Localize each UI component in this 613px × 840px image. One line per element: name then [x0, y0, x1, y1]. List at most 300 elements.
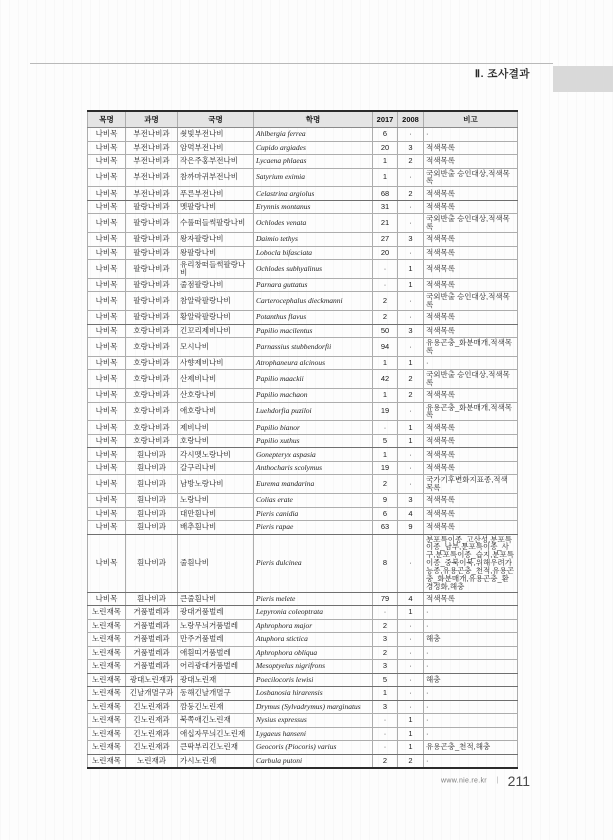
scientific-name-cell: Carbula putoni — [254, 754, 373, 768]
note-cell: 적색목록 — [424, 200, 518, 214]
order-cell: 나비목 — [88, 534, 126, 592]
family-cell: 흰나비과 — [126, 448, 178, 462]
note-cell: · — [424, 660, 518, 674]
scientific-name-cell: Geocoris (Piocoris) varius — [254, 741, 373, 755]
header-order: 목명 — [88, 111, 126, 128]
korean-name-cell: 각시멧노랑나비 — [178, 448, 254, 462]
korean-name-cell: 왕자팔랑나비 — [178, 233, 254, 247]
scientific-name-cell: Erynnis montanus — [254, 200, 373, 214]
order-cell: 나비목 — [88, 233, 126, 247]
count-2008-cell: · — [398, 311, 424, 325]
family-cell: 거품벌레과 — [126, 633, 178, 647]
table-row — [88, 338, 518, 357]
count-2017-cell: 6 — [373, 507, 398, 521]
note-cell: 적색목록 — [424, 448, 518, 462]
family-cell: 거품벌레과 — [126, 619, 178, 633]
table-row — [88, 200, 518, 214]
count-2008-cell: · — [398, 246, 424, 260]
note-cell: · — [424, 619, 518, 633]
count-2017-cell: · — [373, 278, 398, 292]
order-cell: 노린재목 — [88, 741, 126, 755]
header-2017: 2017 — [373, 111, 398, 128]
table-row — [88, 214, 518, 233]
count-2017-cell: 1 — [373, 389, 398, 403]
order-cell: 나비목 — [88, 421, 126, 435]
count-2008-cell: 3 — [398, 494, 424, 508]
order-cell: 나비목 — [88, 155, 126, 169]
count-2008-cell: · — [398, 475, 424, 494]
count-2008-cell: 4 — [398, 592, 424, 606]
note-cell: 적색목록 — [424, 324, 518, 338]
order-cell: 나비목 — [88, 521, 126, 535]
order-cell: 나비목 — [88, 356, 126, 370]
order-cell: 나비목 — [88, 338, 126, 357]
note-cell: · — [424, 700, 518, 714]
family-cell: 흰나비과 — [126, 475, 178, 494]
scientific-name-cell: Pieris canidia — [254, 507, 373, 521]
table-row — [88, 324, 518, 338]
note-cell: 적색목록 — [424, 141, 518, 155]
order-cell: 나비목 — [88, 141, 126, 155]
order-cell: 나비목 — [88, 128, 126, 142]
scientific-name-cell: Potanthus flavus — [254, 311, 373, 325]
korean-name-cell: 가시노린재 — [178, 754, 254, 768]
order-cell: 나비목 — [88, 507, 126, 521]
table-row — [88, 687, 518, 701]
scientific-name-cell: Aphrophora major — [254, 619, 373, 633]
count-2017-cell: 3 — [373, 700, 398, 714]
scientific-name-cell: Carterocephalus dieckmanni — [254, 292, 373, 311]
korean-name-cell: 북쪽애긴노린재 — [178, 714, 254, 728]
table-header — [88, 111, 518, 128]
order-cell: 노린재목 — [88, 754, 126, 768]
korean-name-cell: 푸른부전나비 — [178, 187, 254, 201]
korean-name-cell: 동해긴날개멸구 — [178, 687, 254, 701]
family-cell: 팔랑나비과 — [126, 246, 178, 260]
scientific-name-cell: Atuphora stictica — [254, 633, 373, 647]
family-cell: 흰나비과 — [126, 534, 178, 592]
footer-site-url: www.nie.re.kr — [441, 777, 487, 785]
korean-name-cell: 남방노랑나비 — [178, 475, 254, 494]
korean-name-cell: 쇳빛부전나비 — [178, 128, 254, 142]
table-row — [88, 494, 518, 508]
scientific-name-cell: Atrophaneura alcinous — [254, 356, 373, 370]
note-cell: 적색목록 — [424, 187, 518, 201]
scientific-name-cell: Daimio tethys — [254, 233, 373, 247]
korean-name-cell: 줄흰나비 — [178, 534, 254, 592]
table-row — [88, 754, 518, 768]
page-footer — [0, 772, 530, 790]
scientific-name-cell: Papilio machaon — [254, 389, 373, 403]
note-cell: · — [424, 714, 518, 728]
scientific-name-cell: Papilio bianor — [254, 421, 373, 435]
count-2008-cell: 1 — [398, 260, 424, 279]
order-cell: 노린재목 — [88, 646, 126, 660]
scientific-name-cell: Satyrium eximia — [254, 168, 373, 187]
note-cell: 적색목록 — [424, 461, 518, 475]
count-2008-cell: · — [398, 128, 424, 142]
note-cell: 적색목록 — [424, 521, 518, 535]
count-2017-cell: 2 — [373, 311, 398, 325]
scientific-name-cell: Lygaeus hanseni — [254, 727, 373, 741]
count-2017-cell: · — [373, 260, 398, 279]
table-row — [88, 727, 518, 741]
count-2008-cell: · — [398, 292, 424, 311]
note-cell: 국외반출 승인대상,적색목록 — [424, 292, 518, 311]
table-row — [88, 402, 518, 421]
scientific-name-cell: Luehdorfia puziloi — [254, 402, 373, 421]
scientific-name-cell: Parnara guttatus — [254, 278, 373, 292]
table-row — [88, 155, 518, 169]
note-cell: 적색목록 — [424, 260, 518, 279]
footer-separator: | — [496, 777, 499, 785]
header-2008: 2008 — [398, 111, 424, 128]
table-row — [88, 592, 518, 606]
korean-name-cell: 참까마귀부전나비 — [178, 168, 254, 187]
note-cell: · — [424, 128, 518, 142]
count-2017-cell: 3 — [373, 633, 398, 647]
korean-name-cell: 애호랑나비 — [178, 402, 254, 421]
korean-name-cell: 광대노린재 — [178, 673, 254, 687]
order-cell: 나비목 — [88, 246, 126, 260]
scientific-name-cell: Pieris dulcinea — [254, 534, 373, 592]
family-cell: 흰나비과 — [126, 461, 178, 475]
family-cell: 노린재과 — [126, 754, 178, 768]
count-2008-cell: 1 — [398, 714, 424, 728]
family-cell: 호랑나비과 — [126, 389, 178, 403]
chapter-tab — [553, 66, 613, 92]
count-2008-cell: 2 — [398, 370, 424, 389]
korean-name-cell: 작은주홍부전나비 — [178, 155, 254, 169]
scientific-name-cell: Nysius expressus — [254, 714, 373, 728]
family-cell: 광대노린재과 — [126, 673, 178, 687]
count-2008-cell: · — [398, 200, 424, 214]
table-row — [88, 246, 518, 260]
order-cell: 노린재목 — [88, 660, 126, 674]
table-row — [88, 141, 518, 155]
note-cell: · — [424, 687, 518, 701]
korean-name-cell: 깜둥긴노린재 — [178, 700, 254, 714]
count-2017-cell: · — [373, 421, 398, 435]
header-note: 비고 — [424, 111, 518, 128]
table-row — [88, 389, 518, 403]
table-row — [88, 370, 518, 389]
count-2008-cell: 4 — [398, 507, 424, 521]
count-2017-cell: 2 — [373, 646, 398, 660]
family-cell: 호랑나비과 — [126, 434, 178, 448]
order-cell: 나비목 — [88, 214, 126, 233]
scientific-name-cell: Lepyronia coleoptrata — [254, 606, 373, 620]
korean-name-cell: 황알락팔랑나비 — [178, 311, 254, 325]
table-row — [88, 168, 518, 187]
order-cell: 노린재목 — [88, 700, 126, 714]
note-cell: 적색목록 — [424, 246, 518, 260]
count-2017-cell: 27 — [373, 233, 398, 247]
header-family: 과명 — [126, 111, 178, 128]
running-head-title: Ⅱ. 조사결과 — [474, 68, 530, 80]
korean-name-cell: 노랑무늬거품벌레 — [178, 619, 254, 633]
scientific-name-cell: Cupido argiades — [254, 141, 373, 155]
note-cell: 적색목록 — [424, 389, 518, 403]
scientific-name-cell: Ahlbergia ferrea — [254, 128, 373, 142]
note-cell: · — [424, 754, 518, 768]
order-cell: 나비목 — [88, 592, 126, 606]
count-2017-cell: 5 — [373, 434, 398, 448]
count-2017-cell: 2 — [373, 619, 398, 633]
count-2008-cell: · — [398, 214, 424, 233]
count-2017-cell: 8 — [373, 534, 398, 592]
table-row — [88, 421, 518, 435]
order-cell: 노린재목 — [88, 606, 126, 620]
family-cell: 호랑나비과 — [126, 356, 178, 370]
scientific-name-cell: Colias erate — [254, 494, 373, 508]
order-cell: 나비목 — [88, 434, 126, 448]
order-cell: 나비목 — [88, 278, 126, 292]
korean-name-cell: 제비나비 — [178, 421, 254, 435]
scientific-name-cell: Ochlodes subhyalinus — [254, 260, 373, 279]
count-2017-cell: 1 — [373, 356, 398, 370]
count-2017-cell: 31 — [373, 200, 398, 214]
order-cell: 노린재목 — [88, 714, 126, 728]
family-cell: 흰나비과 — [126, 507, 178, 521]
family-cell: 호랑나비과 — [126, 402, 178, 421]
scientific-name-cell: Papilio xuthus — [254, 434, 373, 448]
table-row — [88, 741, 518, 755]
note-cell: 국가기후변화지표종,적색목록 — [424, 475, 518, 494]
count-2008-cell: · — [398, 646, 424, 660]
species-table — [87, 110, 518, 769]
count-2017-cell: 3 — [373, 660, 398, 674]
table-row — [88, 475, 518, 494]
table-row — [88, 278, 518, 292]
family-cell: 팔랑나비과 — [126, 200, 178, 214]
count-2008-cell: · — [398, 448, 424, 462]
note-cell: 적색목록 — [424, 278, 518, 292]
count-2008-cell: · — [398, 633, 424, 647]
korean-name-cell: 사향제비나비 — [178, 356, 254, 370]
family-cell: 부전나비과 — [126, 128, 178, 142]
order-cell: 나비목 — [88, 324, 126, 338]
count-2008-cell: 1 — [398, 278, 424, 292]
family-cell: 거품벌레과 — [126, 606, 178, 620]
table-row — [88, 673, 518, 687]
korean-name-cell: 참알락팔랑나비 — [178, 292, 254, 311]
scientific-name-cell: Pieris melete — [254, 592, 373, 606]
note-cell: 적색목록 — [424, 494, 518, 508]
family-cell: 흰나비과 — [126, 494, 178, 508]
order-cell: 노린재목 — [88, 633, 126, 647]
scientific-name-cell: Drymus (Sylvadrymus) marginatus — [254, 700, 373, 714]
family-cell: 호랑나비과 — [126, 421, 178, 435]
family-cell: 긴노린재과 — [126, 741, 178, 755]
table-row — [88, 619, 518, 633]
note-cell: 적색목록 — [424, 233, 518, 247]
note-cell: 적색목록 — [424, 421, 518, 435]
count-2017-cell: 2 — [373, 475, 398, 494]
count-2008-cell: · — [398, 168, 424, 187]
header-korean-name: 국명 — [178, 111, 254, 128]
count-2017-cell: 1 — [373, 687, 398, 701]
korean-name-cell: 대만흰나비 — [178, 507, 254, 521]
table-row — [88, 356, 518, 370]
korean-name-cell: 멧팔랑나비 — [178, 200, 254, 214]
family-cell: 부전나비과 — [126, 187, 178, 201]
korean-name-cell: 수풀떠들썩팔랑나비 — [178, 214, 254, 233]
scientific-name-cell: Poecilocoris lewisi — [254, 673, 373, 687]
table-row — [88, 646, 518, 660]
count-2017-cell: 20 — [373, 141, 398, 155]
family-cell: 호랑나비과 — [126, 338, 178, 357]
order-cell: 나비목 — [88, 475, 126, 494]
family-cell: 긴노린재과 — [126, 714, 178, 728]
count-2017-cell: 1 — [373, 448, 398, 462]
running-head-rule — [30, 63, 553, 64]
family-cell: 긴노린재과 — [126, 700, 178, 714]
count-2017-cell: 6 — [373, 128, 398, 142]
scientific-name-cell: Aphrophora obliqua — [254, 646, 373, 660]
note-cell: 분포특이종_고산성,분포특이종_남부,분포특이종_사구,분포특이종_습지,분포특이종_중북이북,위해우려가능종,유용곤충_천적,유용곤충_화분매개,유용곤충_환경정화,해충 — [424, 534, 518, 592]
family-cell: 거품벌레과 — [126, 646, 178, 660]
scientific-name-cell: Lycaena phlaeas — [254, 155, 373, 169]
note-cell: 해충 — [424, 633, 518, 647]
count-2008-cell: · — [398, 402, 424, 421]
count-2008-cell: · — [398, 673, 424, 687]
korean-name-cell: 유리창떠들썩팔랑나비 — [178, 260, 254, 279]
family-cell: 호랑나비과 — [126, 370, 178, 389]
count-2008-cell: 1 — [398, 741, 424, 755]
family-cell: 긴날개멸구과 — [126, 687, 178, 701]
family-cell: 팔랑나비과 — [126, 233, 178, 247]
korean-name-cell: 큰딱부리긴노린재 — [178, 741, 254, 755]
count-2017-cell: 42 — [373, 370, 398, 389]
scientific-name-cell: Papilio maackii — [254, 370, 373, 389]
korean-name-cell: 노랑나비 — [178, 494, 254, 508]
species-table-container — [87, 110, 517, 769]
family-cell: 흰나비과 — [126, 521, 178, 535]
scientific-name-cell: Celastrina argiolus — [254, 187, 373, 201]
order-cell: 나비목 — [88, 494, 126, 508]
count-2017-cell: 9 — [373, 494, 398, 508]
table-row — [88, 260, 518, 279]
order-cell: 나비목 — [88, 402, 126, 421]
note-cell: 적색목록 — [424, 592, 518, 606]
note-cell: 적색목록 — [424, 434, 518, 448]
count-2008-cell: 1 — [398, 727, 424, 741]
order-cell: 나비목 — [88, 292, 126, 311]
note-cell: 적색목록 — [424, 311, 518, 325]
scientific-name-cell: Lobocla bifasciata — [254, 246, 373, 260]
family-cell: 흰나비과 — [126, 592, 178, 606]
table-row — [88, 633, 518, 647]
scientific-name-cell: Papilio macilentus — [254, 324, 373, 338]
korean-name-cell: 암먹부전나비 — [178, 141, 254, 155]
table-row — [88, 700, 518, 714]
korean-name-cell: 왕팔랑나비 — [178, 246, 254, 260]
order-cell: 나비목 — [88, 461, 126, 475]
note-cell: 국외반출 승인대상,적색목록 — [424, 168, 518, 187]
table-row — [88, 660, 518, 674]
table-row — [88, 606, 518, 620]
note-cell: 유용곤충_화분매개,적색목록 — [424, 402, 518, 421]
count-2008-cell: 3 — [398, 324, 424, 338]
table-row — [88, 292, 518, 311]
count-2008-cell: · — [398, 534, 424, 592]
header-scientific-name: 학명 — [254, 111, 373, 128]
table-row — [88, 311, 518, 325]
order-cell: 나비목 — [88, 370, 126, 389]
count-2008-cell: 2 — [398, 155, 424, 169]
count-2008-cell: · — [398, 687, 424, 701]
korean-name-cell: 산호랑나비 — [178, 389, 254, 403]
count-2008-cell: 1 — [398, 434, 424, 448]
order-cell: 나비목 — [88, 168, 126, 187]
count-2008-cell: 1 — [398, 356, 424, 370]
count-2008-cell: 2 — [398, 754, 424, 768]
order-cell: 노린재목 — [88, 619, 126, 633]
count-2017-cell: · — [373, 741, 398, 755]
order-cell: 노린재목 — [88, 673, 126, 687]
count-2017-cell: 68 — [373, 187, 398, 201]
family-cell: 호랑나비과 — [126, 324, 178, 338]
korean-name-cell: 애흰띠거품벌레 — [178, 646, 254, 660]
note-cell: · — [424, 356, 518, 370]
count-2008-cell: 2 — [398, 187, 424, 201]
scientific-name-cell: Anthocharis scolymus — [254, 461, 373, 475]
count-2017-cell: 79 — [373, 592, 398, 606]
order-cell: 노린재목 — [88, 727, 126, 741]
korean-name-cell: 줄점팔랑나비 — [178, 278, 254, 292]
table-row — [88, 714, 518, 728]
count-2017-cell: 20 — [373, 246, 398, 260]
family-cell: 팔랑나비과 — [126, 311, 178, 325]
family-cell: 거품벌레과 — [126, 660, 178, 674]
note-cell: 국외반출 승인대상,적색목록 — [424, 214, 518, 233]
table-row — [88, 461, 518, 475]
order-cell: 나비목 — [88, 200, 126, 214]
count-2017-cell: 19 — [373, 461, 398, 475]
count-2017-cell: 1 — [373, 168, 398, 187]
korean-name-cell: 갈구리나비 — [178, 461, 254, 475]
family-cell: 긴노린재과 — [126, 727, 178, 741]
count-2017-cell: 19 — [373, 402, 398, 421]
korean-name-cell: 애십자무늬긴노린재 — [178, 727, 254, 741]
korean-name-cell: 호랑나비 — [178, 434, 254, 448]
count-2017-cell: · — [373, 714, 398, 728]
count-2017-cell: 94 — [373, 338, 398, 357]
order-cell: 나비목 — [88, 389, 126, 403]
family-cell: 부전나비과 — [126, 141, 178, 155]
scientific-name-cell: Ochlodes venata — [254, 214, 373, 233]
count-2008-cell: · — [398, 338, 424, 357]
scientific-name-cell: Parnassius stubbendorfii — [254, 338, 373, 357]
note-cell: 유용곤충_천적,해충 — [424, 741, 518, 755]
count-2017-cell: 63 — [373, 521, 398, 535]
note-cell: 국외반출 승인대상,적색목록 — [424, 370, 518, 389]
count-2008-cell: · — [398, 619, 424, 633]
family-cell: 팔랑나비과 — [126, 214, 178, 233]
scientific-name-cell: Eurema mandarina — [254, 475, 373, 494]
order-cell: 나비목 — [88, 448, 126, 462]
note-cell: 해충 — [424, 673, 518, 687]
note-cell: · — [424, 606, 518, 620]
count-2017-cell: · — [373, 727, 398, 741]
order-cell: 노린재목 — [88, 687, 126, 701]
scientific-name-cell: Mesoptyelus nigrifrons — [254, 660, 373, 674]
order-cell: 나비목 — [88, 260, 126, 279]
order-cell: 나비목 — [88, 311, 126, 325]
table-row — [88, 521, 518, 535]
count-2017-cell: 50 — [373, 324, 398, 338]
